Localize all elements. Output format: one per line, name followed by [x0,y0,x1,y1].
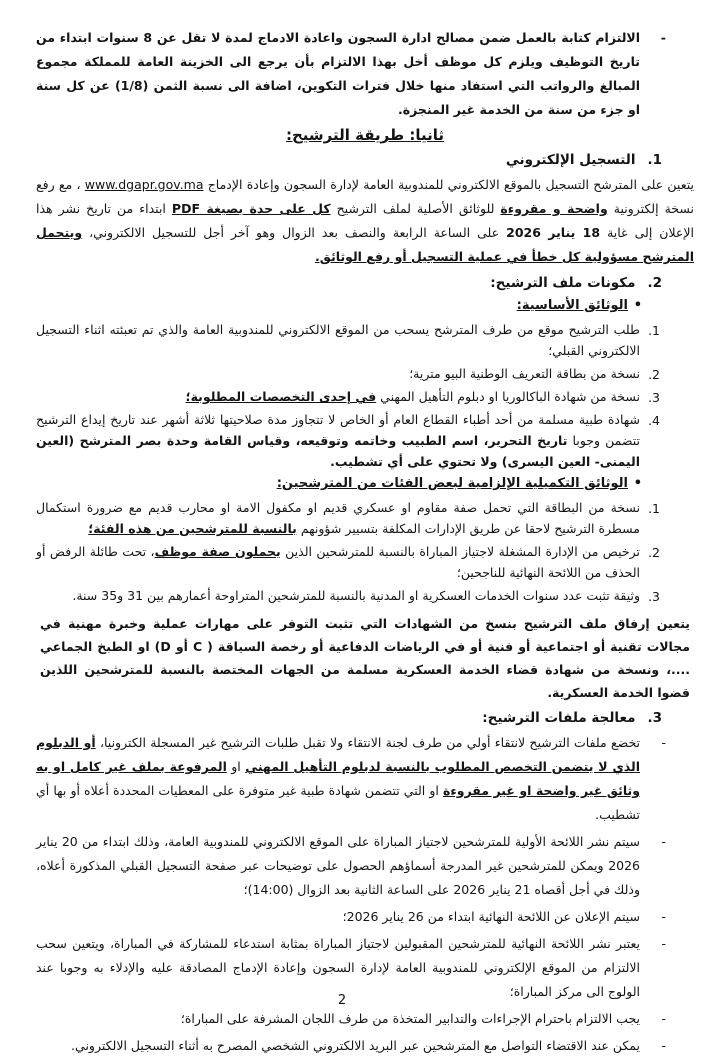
text-run: للوثائق الأصلية لملف الترشيح [330,201,501,216]
essential-documents-heading-text: الوثائق الأساسية: [516,298,628,313]
complementary-documents-heading [36,474,694,494]
text-run: يتعين على المترشح التسجيل بالموقع الالكتروني للمندوبية العامة لإدارة السجون وإعادة الإدماج [203,177,694,192]
number-marker: 1. [648,323,660,338]
processing-item-text [36,1007,640,1031]
list-item [36,585,694,606]
list-item [36,319,694,361]
list-item-text [36,541,640,583]
number-marker: 4. [648,413,660,428]
heading-file-processing [36,710,694,726]
part-two-heading [36,126,694,144]
processing-item [36,731,694,827]
list-item-text [36,585,640,606]
section-title: التسجيل الإلكتروني [505,152,636,168]
list-item-text [36,409,640,472]
number-marker: 2. [648,367,660,382]
processing-item [36,905,694,929]
text-run: وثيقة تثبت عدد سنوات الخدمات العسكرية او المدنية بالنسبة للمترشحين المتراوحة أعمارهم بين 31 و35 سنة. [72,588,640,603]
text-run: سيتم نشر اللائحة الأولية للمترشحين لاجتياز المباراة على الموقع الالكتروني للمندوبية العامة، وذلك ابتداء من 20 يناير 2026 ويمكن للمترشحين غير المدرجة أسماؤهم الحصول على توضيحات عبر صفحة التسجيل القبلي المذكورة أعلاه، وذلك في أجل أقصاه 21 يناير 2026 على الساعة الثانية بعد الزوال (14:00)؛ [36,834,640,897]
bullet-marker: • [633,476,642,491]
list-item-text [36,319,640,361]
section-number: 2. [647,275,662,291]
text-run: واضحة و مقروءة [500,201,608,216]
number-marker: 3. [648,589,660,604]
skills-certificates-note [36,612,694,704]
text-run: ، تحت طائلة الرفض أو الحذف من اللائحة النهائية للناجحين؛ [36,544,640,580]
section-title: مكونات ملف الترشيح: [490,275,636,291]
bullet-marker: • [633,298,642,313]
list-item [36,541,694,583]
text-run: نسخة من شهادة الباكالوريا او دبلوم التأهيل المهني [376,389,640,404]
text-run: يحملون صفة موظف [154,544,281,559]
number-marker: 2. [648,545,660,560]
processing-item-text [36,1034,640,1058]
complementary-documents-heading-text: الوثائق التكميلية الإلزامية لبعض الفئات من المترشحين: [276,476,628,491]
commitment-paragraph [36,26,694,122]
list-item-text [36,497,640,539]
list-item [36,363,694,384]
text-run: بالنسبة للمترشحين من هذه الفئة؛ [88,521,297,536]
dash-marker: - [661,1011,666,1026]
text-run: ، مع رفع نسخة إلكترونية [36,177,694,216]
text-run: يعتبر نشر اللائحة النهائية للمترشحين المقبولين لاجتياز المباراة بمثابة استدعاء للمشاركة في المباراة، ويتعين سحب الالتزام من الموقع الإلكتروني للمندوبية العامة لإدارة السجون وإعادة الإدماج المصادقة عليه والإدلاء به وجوبا عند الولوج الى مركز المباراة؛ [36,936,640,999]
text-run: ابتداء من تاريخ نشر هذا الإعلان إلى غاية [36,201,694,240]
list-item-text [36,363,640,384]
text-run: يمكن عند الاقتضاء التواصل مع المترشحين عبر البريد الالكتروني الشخصي المصرح به أثناء التسجيل الالكتروني. [71,1038,640,1053]
text-run: على الساعة الرابعة والنصف بعد الزوال وهو آخر أجل للتسجيل الالكتروني، [82,225,507,240]
text-run: كل على حدة بصيغة PDF [171,201,331,216]
section-number: 1. [647,152,662,168]
dash-marker: - [661,834,666,849]
website-link[interactable]: www.dgapr.gov.ma [84,177,204,192]
dash-marker: - [661,1038,666,1053]
section-title: معالجة ملفات الترشيح: [482,710,636,726]
text-run: 18 يناير 2026 [506,225,601,240]
list-item [36,386,694,407]
processing-item [36,1007,694,1031]
text-run: يتعين إرفاق ملف الترشيح بنسخ من الشهادات التي تثبت التوفر على مهارات عملية وخبرة مهنية في مجالات تقنية أو اجتماعية أو فنية أو في الرياضات الدفاعية أو رخصة السياقة ( C أو D) او الطبخ الجماعي ....، ونسخة من شهادة قضاء الخدمة العسكرية مسلمة من الجهات المختصة بالنسبة للمترشحين اللذين قضوا الخدمة العسكرية. [40,616,690,700]
text-run: الالتزام كتابة بالعمل ضمن مصالح ادارة السجون واعادة الادماج لمدة لا تقل عن 8 سنوات ابتداء من تاريخ التوظيف ويلزم كل موظف أخل بهذا الالتزام بأن يرجع الى الخزينة العامة للمملكة مجموع المبالغ والرواتب التي استفاد منها خلال فترات التكوين، اضافة الى نسبة الثمن (1/8) عن كل سنة او جزء من سنة من الخدمة غير المنجزة. [36,30,640,117]
electronic-registration-paragraph [36,173,694,269]
part-two-heading-text: ثانيا: طريقة الترشيح: [286,126,444,144]
heading-electronic-registration [36,152,694,168]
text-run: في إحدى التخصصات المطلوبة؛ [185,389,377,404]
text-run: نسخة من البطاقة التي تحمل صفة مقاوم او عسكري قديم او مكفول الامة او محارب قديم مع ضرورة استكمال مسطرة الترشيح لاحقا عن طريق الإدارات المكلفة بتسيير شؤونهم [36,500,640,536]
number-marker: 3. [648,390,660,405]
text-run: نسخة من بطاقة التعريف الوطنية البيو مترية؛ [409,366,640,381]
text-run: طلب الترشيح موقع من طرف المترشح يسحب من الموقع الالكتروني للمندوبية العامة والذي تم تعبئته اثناء التسجيل الالكتروني القبلي؛ [36,322,640,358]
text-run: تاريخ التحرير، اسم الطبيب وخاتمه وتوقيعه، وقياس القامة وحدة بصر المترشح (العين اليمنى- العين اليسرى) ولا تحتوي على أي تشطيب. [36,433,640,469]
text-run: ويتحمل المترشح مسؤولية كل خطأ في عملية التسجيل أو رفع الوثائق. [36,225,694,264]
list-item [36,409,694,472]
text-run: تخضع ملفات الترشيح لانتقاء أولي من طرف لجنة الانتقاء ولا تقبل طلبات الترشيح غير المسجلة الكترونيا، [95,735,640,750]
section-number: 3. [647,710,662,726]
text-run: سيتم الإعلان عن اللائحة النهائية ابتداء من 26 يناير 2026؛ [342,909,640,924]
dash-marker: - [661,909,666,924]
text-run: ترخيص من الإدارة المشغلة لاجتياز المباراة بالنسبة للمترشحين الذين [280,544,640,559]
text-run: او التي تتضمن شهادة طبية غير متوفرة على المعطيات المحددة أعلاه أو بها أي تشطيب. [36,783,640,822]
list-item-text [36,386,640,407]
processing-item-text [36,905,640,929]
processing-item [36,830,694,902]
dash-marker: - [661,735,666,750]
dash-marker: - [661,936,666,951]
essential-documents-heading [36,296,694,316]
number-marker: 1. [648,501,660,516]
text-run: او [226,759,246,774]
commitment-text [36,26,640,122]
text-run: أو الدبلوم الذي لا يتضمن التخصص المطلوب بالنسبة لدبلوم التأهيل المهني [36,735,640,774]
list-item [36,497,694,539]
text-run: المرفوعة بملف غير كامل او به وثائق غير واضحة او غير مقروءة [36,759,641,798]
text-run: يجب الالتزام باحترام الإجراءات والتدابير المتخذة من طرف اللجان المشرفة على المباراة؛ [180,1011,640,1026]
text-run: شهادة طبية مسلمة من أحد أطباء القطاع العام أو الخاص لا تتجاوز مدة صلاحيتها ثلاثة أشهر عند تاريخ إيداع الترشيح تتضمن وجوبا [36,412,640,448]
processing-item [36,1034,694,1058]
processing-item-text [36,731,640,827]
page-number: 2 [337,993,347,1008]
processing-item-text [36,830,640,902]
heading-file-components [36,275,694,291]
dash-marker: - [660,30,666,45]
